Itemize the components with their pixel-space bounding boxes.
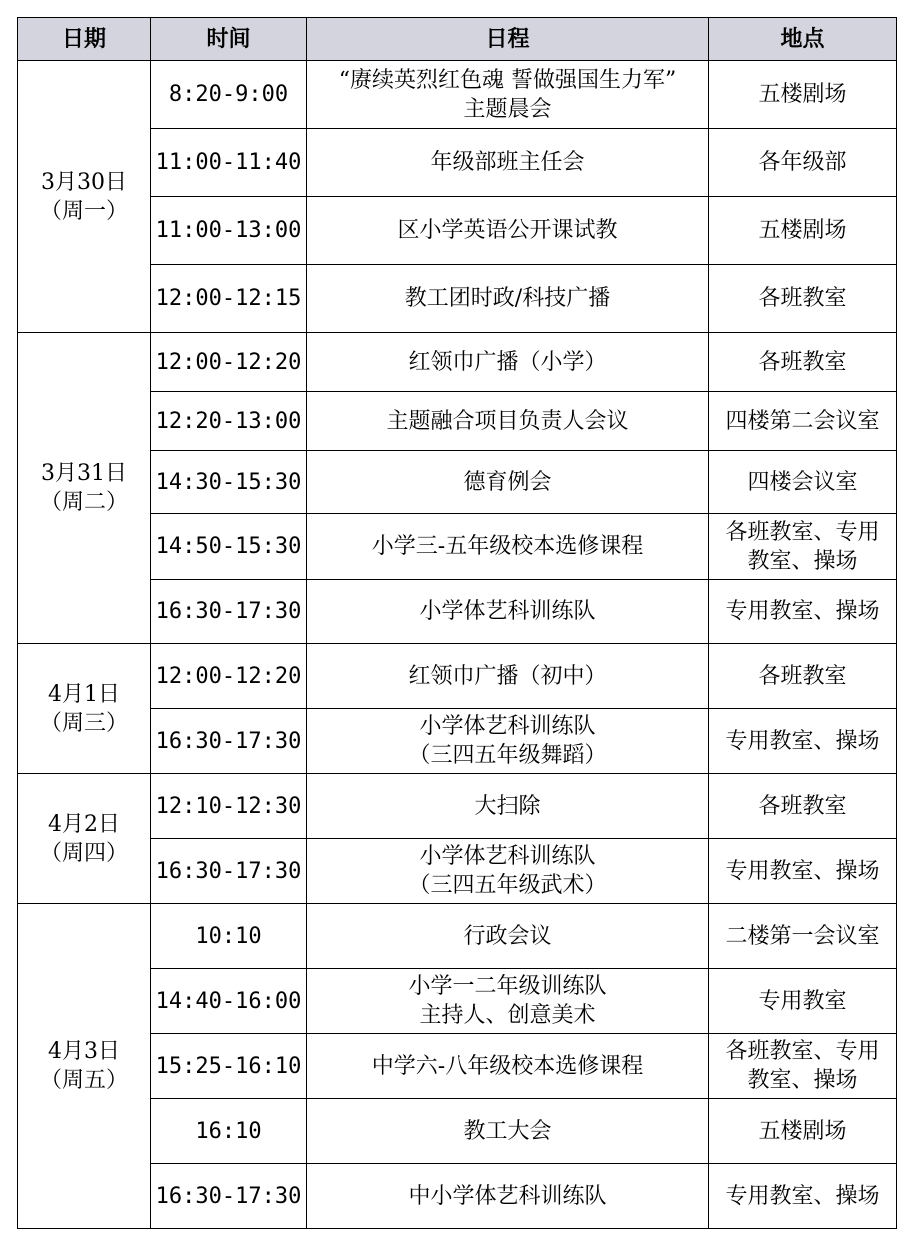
weekday-text: （周四） [39, 840, 128, 866]
place-cell: 各班教室 [709, 333, 897, 392]
date-text: 4月1日 [48, 681, 120, 707]
event-cell: 红领巾广播（小学） [307, 333, 709, 392]
table-row [18, 61, 897, 129]
date-cell [18, 333, 151, 644]
header-date: 日期 [18, 18, 151, 61]
event-cell: 年级部班主任会 [307, 129, 709, 197]
place-cell: 四楼会议室 [709, 451, 897, 514]
time-cell: 16:30-17:30 [151, 709, 307, 774]
date-text: 4月2日 [48, 811, 120, 837]
time-cell: 11:00-13:00 [151, 197, 307, 265]
event-line: 小学一二年级训练队 [408, 974, 607, 999]
time-cell: 11:00-11:40 [151, 129, 307, 197]
time-cell: 12:20-13:00 [151, 392, 307, 451]
event-cell: 教工团时政/科技广播 [307, 265, 709, 333]
place-cell: 专用教室、操场 [709, 839, 897, 904]
time-cell: 16:30-17:30 [151, 580, 307, 644]
event-cell: 德育例会 [307, 451, 709, 514]
table-row [18, 644, 897, 709]
date-text: 3月30日 [41, 169, 127, 195]
date-text: 4月3日 [48, 1039, 120, 1064]
time-cell: 16:10 [151, 1099, 307, 1164]
place-cell [709, 514, 897, 580]
header-row [18, 18, 897, 61]
event-cell: 小学体艺科训练队 [307, 580, 709, 644]
table-row [18, 774, 897, 839]
time-cell: 12:00-12:20 [151, 644, 307, 709]
event-cell: 中学六-八年级校本选修课程 [307, 1034, 709, 1099]
place-cell: 各班教室 [709, 774, 897, 839]
table-row [18, 904, 897, 969]
event-line: （三四五年级武术） [408, 873, 607, 898]
event-cell: 小学三-五年级校本选修课程 [307, 514, 709, 580]
event-cell [307, 839, 709, 904]
date-cell [18, 774, 151, 904]
event-line: 主题晨会 [463, 96, 552, 122]
date-cell [18, 61, 151, 333]
place-line: 各班教室、专用 [725, 519, 880, 545]
place-cell: 专用教室、操场 [709, 1164, 897, 1229]
date-cell [18, 644, 151, 774]
time-cell: 12:00-12:20 [151, 333, 307, 392]
date-cell [18, 904, 151, 1229]
weekday-text: （周五） [39, 1068, 128, 1093]
time-cell: 12:10-12:30 [151, 774, 307, 839]
weekly-schedule-table [17, 17, 897, 1229]
date-text: 3月31日 [41, 461, 127, 486]
table-row [18, 333, 897, 392]
place-cell: 专用教室、操场 [709, 580, 897, 644]
weekday-text: （周一） [39, 198, 128, 224]
event-cell: 教工大会 [307, 1099, 709, 1164]
place-cell: 各班教室 [709, 265, 897, 333]
header-place: 地点 [709, 18, 897, 61]
place-cell: 五楼剧场 [709, 197, 897, 265]
header-event: 日程 [307, 18, 709, 61]
weekday-text: （周三） [39, 710, 128, 736]
time-cell: 14:30-15:30 [151, 451, 307, 514]
place-line: 教室、操场 [747, 1068, 858, 1093]
weekday-text: （周二） [39, 490, 128, 515]
event-cell: 红领巾广播（初中） [307, 644, 709, 709]
time-cell: 8:20-9:00 [151, 61, 307, 129]
event-line: 主持人、创意美术 [419, 1003, 596, 1028]
time-cell: 16:30-17:30 [151, 839, 307, 904]
event-line: “赓续英烈红色魂 誓做强国生力军” [338, 67, 677, 93]
event-cell [307, 969, 709, 1034]
event-cell [307, 61, 709, 129]
place-cell: 五楼剧场 [709, 61, 897, 129]
event-line: （三四五年级舞蹈） [408, 743, 607, 768]
table-header [18, 18, 897, 61]
event-cell [307, 709, 709, 774]
time-cell: 12:00-12:15 [151, 265, 307, 333]
time-cell: 16:30-17:30 [151, 1164, 307, 1229]
place-cell: 五楼剧场 [709, 1099, 897, 1164]
place-cell: 四楼第二会议室 [709, 392, 897, 451]
time-cell: 10:10 [151, 904, 307, 969]
event-cell: 中小学体艺科训练队 [307, 1164, 709, 1229]
header-time: 时间 [151, 18, 307, 61]
place-cell: 各班教室 [709, 644, 897, 709]
time-cell: 15:25-16:10 [151, 1034, 307, 1099]
time-cell: 14:40-16:00 [151, 969, 307, 1034]
event-cell: 大扫除 [307, 774, 709, 839]
place-line: 各班教室、专用 [725, 1039, 880, 1064]
time-cell: 14:50-15:30 [151, 514, 307, 580]
event-cell: 主题融合项目负责人会议 [307, 392, 709, 451]
place-cell: 专用教室 [709, 969, 897, 1034]
place-line: 教室、操场 [747, 548, 858, 574]
event-cell: 区小学英语公开课试教 [307, 197, 709, 265]
event-cell: 行政会议 [307, 904, 709, 969]
place-cell: 二楼第一会议室 [709, 904, 897, 969]
place-cell: 各年级部 [709, 129, 897, 197]
place-cell [709, 1034, 897, 1099]
table-body [18, 61, 897, 1229]
event-line: 小学体艺科训练队 [419, 714, 596, 739]
event-line: 小学体艺科训练队 [419, 844, 596, 869]
place-cell: 专用教室、操场 [709, 709, 897, 774]
